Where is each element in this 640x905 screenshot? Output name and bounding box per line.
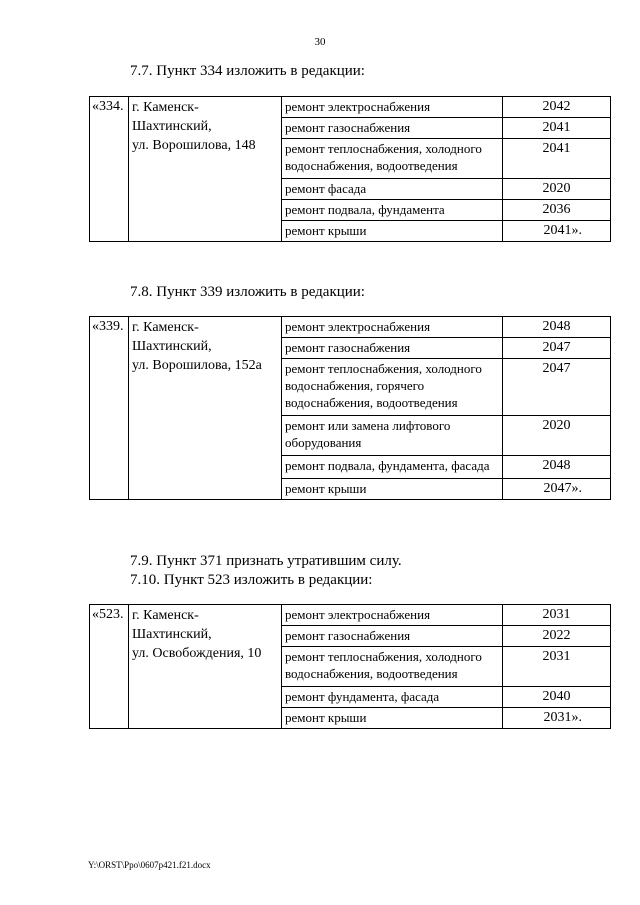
work-year: 2041». (503, 221, 611, 242)
table-row (90, 605, 611, 626)
paragraph-7-7: 7.7. Пункт 334 изложить в редакции: (130, 63, 365, 79)
work-type: ремонт теплоснабжения, холодного водоснабжения, водоотведения (282, 139, 503, 179)
file-path-footer: Y:\ORST\Ppo\0607p421.f21.docx (88, 860, 211, 870)
item-address (129, 317, 282, 500)
page-number: 30 (314, 36, 326, 48)
work-type: ремонт газоснабжения (282, 118, 503, 139)
work-year: 2042 (503, 97, 611, 118)
work-year: 2031». (503, 708, 611, 729)
work-type: ремонт электроснабжения (282, 317, 503, 338)
table-item-334 (89, 96, 611, 242)
address-line: г. Каменск- (132, 320, 199, 335)
work-year: 2041 (503, 118, 611, 139)
work-year: 2036 (503, 200, 611, 221)
paragraph-7-8: 7.8. Пункт 339 изложить в редакции: (130, 284, 365, 300)
work-year: 2020 (503, 416, 611, 456)
work-year: 2020 (503, 179, 611, 200)
item-number: «523. (90, 605, 129, 729)
item-number: «339. (90, 317, 129, 500)
work-type: ремонт теплоснабжения, холодного водоснабжения, горячего водоснабжения, водоотведения (282, 359, 503, 416)
address-line: Шахтинский, (132, 119, 212, 134)
work-type: ремонт подвала, фундамента (282, 200, 503, 221)
work-year: 2047». (503, 479, 611, 500)
work-year: 2031 (503, 647, 611, 687)
work-year: 2048 (503, 317, 611, 338)
work-year: 2040 (503, 687, 611, 708)
table-item-523 (89, 604, 611, 729)
address-line: ул. Ворошилова, 152а (132, 358, 262, 373)
work-type: ремонт крыши (282, 479, 503, 500)
work-type: ремонт электроснабжения (282, 97, 503, 118)
work-type: ремонт крыши (282, 708, 503, 729)
item-number: «334. (90, 97, 129, 242)
work-year: 2041 (503, 139, 611, 179)
work-type: ремонт подвала, фундамента, фасада (282, 456, 503, 479)
work-year: 2022 (503, 626, 611, 647)
address-line: ул. Освобождения, 10 (132, 646, 262, 661)
address-line: ул. Ворошилова, 148 (132, 138, 256, 153)
work-type: ремонт теплоснабжения, холодного водоснабжения, водоотведения (282, 647, 503, 687)
work-type: ремонт фундамента, фасада (282, 687, 503, 708)
work-type: ремонт газоснабжения (282, 338, 503, 359)
address-line: г. Каменск- (132, 100, 199, 115)
paragraph-7-9: 7.9. Пункт 371 признать утратившим силу. (130, 553, 402, 569)
work-type: ремонт газоснабжения (282, 626, 503, 647)
table-row (90, 317, 611, 338)
work-year: 2031 (503, 605, 611, 626)
item-address (129, 97, 282, 242)
address-line: г. Каменск- (132, 608, 199, 623)
work-type: ремонт или замена лифтового оборудования (282, 416, 503, 456)
work-year: 2047 (503, 338, 611, 359)
table-item-339 (89, 316, 611, 500)
work-year: 2047 (503, 359, 611, 416)
work-year: 2048 (503, 456, 611, 479)
address-line: Шахтинский, (132, 339, 212, 354)
paragraph-7-10: 7.10. Пункт 523 изложить в редакции: (130, 572, 373, 588)
item-address (129, 605, 282, 729)
work-type: ремонт крыши (282, 221, 503, 242)
work-type: ремонт электроснабжения (282, 605, 503, 626)
work-type: ремонт фасада (282, 179, 503, 200)
table-row (90, 97, 611, 118)
address-line: Шахтинский, (132, 627, 212, 642)
